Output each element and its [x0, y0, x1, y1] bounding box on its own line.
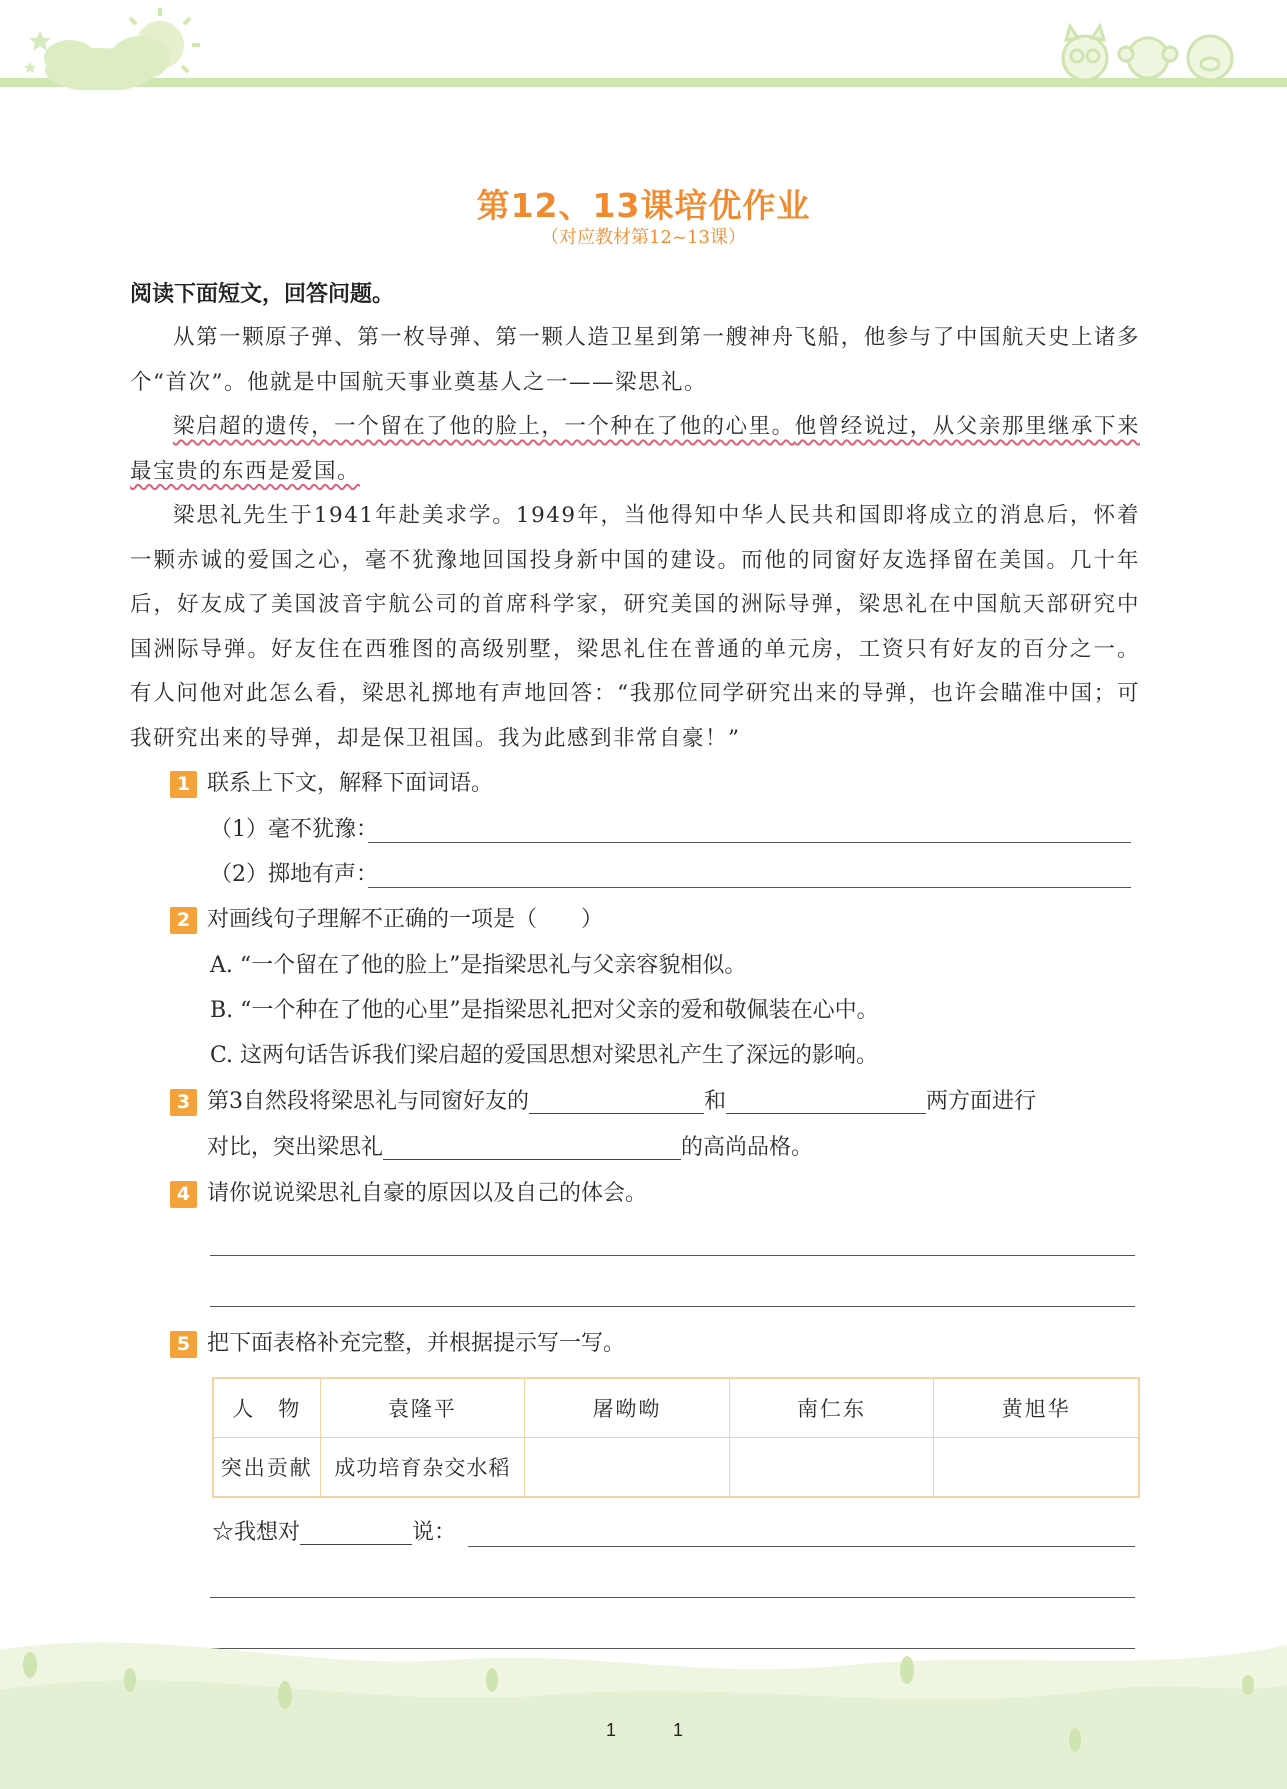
- table-input-cell[interactable]: [934, 1438, 1139, 1498]
- table-header-cell: 人 物: [213, 1378, 320, 1438]
- cat-face-icon: [1063, 26, 1107, 80]
- question-1-item-2: [210, 860, 378, 890]
- underlined-sentence: 梁启超的遗传，一个留在了他的脸上，一个种在了他的心里。: [173, 414, 795, 439]
- table-input-cell[interactable]: [525, 1438, 730, 1498]
- table-header-cell: 突出贡献: [213, 1438, 320, 1498]
- answer-blank-3-1[interactable]: [529, 1091, 704, 1114]
- question-3-text-part2: 和: [704, 1089, 727, 1114]
- question-4: [170, 1179, 647, 1209]
- table-cell: 黄旭华: [934, 1378, 1139, 1438]
- table-input-cell[interactable]: [729, 1438, 934, 1498]
- answer-blank-1-2[interactable]: [368, 887, 1131, 888]
- table-cell: 南仁东: [729, 1378, 934, 1438]
- wish-line: [212, 1518, 456, 1548]
- question-5: [170, 1329, 625, 1359]
- question-3-line2-a: 对比，突出梁思礼: [207, 1135, 384, 1160]
- question-number-badge: 5: [170, 1331, 197, 1358]
- question-5-text: 把下面表格补充完整，并根据提示写一写。: [207, 1331, 626, 1356]
- question-3: [170, 1087, 1036, 1117]
- question-1-text: 联系上下文，解释下面词语。: [207, 771, 494, 796]
- question-2-option-a[interactable]: A. “一个留在了他的脸上”是指梁思礼与父亲容貌相似。: [210, 953, 747, 978]
- reading-instruction: 阅读下面短文，回答问题。: [130, 282, 395, 307]
- passage-paragraph-1: 从第一颗原子弹、第一枚导弹、第一颗人造卫星到第一艘神舟飞船，他参与了中国航天史上诸多个“首次”。他就是中国航天事业奠基人之一——梁思礼。: [130, 325, 1140, 395]
- question-2-text: 对画线句子理解不正确的一项是（ ）: [207, 907, 604, 932]
- table-cell: 屠呦呦: [525, 1378, 730, 1438]
- passage-paragraph-2: [130, 405, 1140, 494]
- question-3-text-part1: 第3自然段将梁思礼与同窗好友的: [207, 1089, 529, 1114]
- table-row: [213, 1438, 1139, 1498]
- question-number-badge: 1: [170, 771, 197, 798]
- answer-blank-3-3[interactable]: [383, 1137, 681, 1160]
- question-2-option-c[interactable]: C. 这两句话告诉我们梁启超的爱国思想对梁思礼产生了深远的影响。: [210, 1043, 879, 1068]
- table-cell: 成功培育杂交水稻: [320, 1438, 525, 1498]
- question-1-item-1-label: （1）毫不犹豫：: [210, 817, 378, 842]
- answer-blank-1-1[interactable]: [368, 842, 1131, 843]
- passage-paragraph-3: 梁思礼先生于1941年赴美求学。1949年，当他得知中华人民共和国即将成立的消息后，怀着一颗赤诚的爱国之心，毫不犹豫地回国投身新中国的建设。而他的同窗好友选择留在美国。几十年后，好友成了美国波音宇航公司的首席科学家，研究美国的洲际导弹，梁思礼在中国航天部研究中国洲际导弹。好友住在西雅图的高级别墅，梁思礼住在普通的单元房，工资只有好友的百分之一。有人问他对此怎么看，梁思礼掷地有声地回答：“我那位同学研究出来的导弹，也许会瞄准中国；可我研究出来的导弹，却是保卫祖国。我为此感到非常自豪！”: [130, 503, 1140, 751]
- contribution-table: [212, 1377, 1140, 1498]
- question-1-item-2-label: （2）掷地有声：: [210, 862, 378, 887]
- question-number-badge: 3: [170, 1089, 197, 1116]
- page-number: 1: [673, 1720, 684, 1740]
- animal-mascots-decoration: [1050, 18, 1250, 88]
- answer-line-4-1[interactable]: [210, 1255, 1135, 1256]
- hills-footer-decoration: [0, 1620, 1287, 1789]
- monkey-face-icon: [1119, 38, 1177, 78]
- answer-line-4-2[interactable]: [210, 1306, 1135, 1307]
- passage-paragraph-2-rest: 他曾经说过，从父亲那里继承下来最宝贵的东西是爱国。: [130, 414, 1140, 484]
- page-title: 第12、13课培优作业: [476, 186, 811, 225]
- page-subtitle: （对应教材第12~13课）: [541, 227, 746, 248]
- wish-prefix: ☆我想对: [212, 1520, 301, 1545]
- question-3-line2-b: 的高尚品格。: [681, 1135, 814, 1160]
- answer-blank-3-2[interactable]: [726, 1091, 926, 1114]
- table-cell: 袁隆平: [320, 1378, 525, 1438]
- wish-mid: 说：: [412, 1520, 457, 1545]
- question-3-line-2: [207, 1133, 813, 1163]
- question-3-text-part3: 两方面进行: [926, 1089, 1037, 1114]
- question-number-badge: 4: [170, 1181, 197, 1208]
- page-number: 1: [606, 1720, 617, 1740]
- wish-answer-line-1[interactable]: [468, 1546, 1135, 1547]
- cloud-icon: [44, 36, 170, 90]
- question-2: [170, 905, 603, 935]
- question-2-option-b[interactable]: B. “一个种在了他的心里”是指梁思礼把对父亲的爱和敬佩装在心中。: [210, 998, 879, 1023]
- question-1: [170, 769, 493, 799]
- wish-recipient-blank[interactable]: [300, 1522, 412, 1545]
- sun-cloud-decoration: [0, 0, 260, 90]
- table-row: [213, 1378, 1139, 1438]
- pig-face-icon: [1188, 36, 1232, 80]
- question-4-text: 请你说说梁思礼自豪的原因以及自己的体会。: [207, 1181, 648, 1206]
- question-1-item-1: [210, 815, 378, 845]
- wish-answer-line-2[interactable]: [210, 1597, 1135, 1598]
- question-number-badge: 2: [170, 907, 197, 934]
